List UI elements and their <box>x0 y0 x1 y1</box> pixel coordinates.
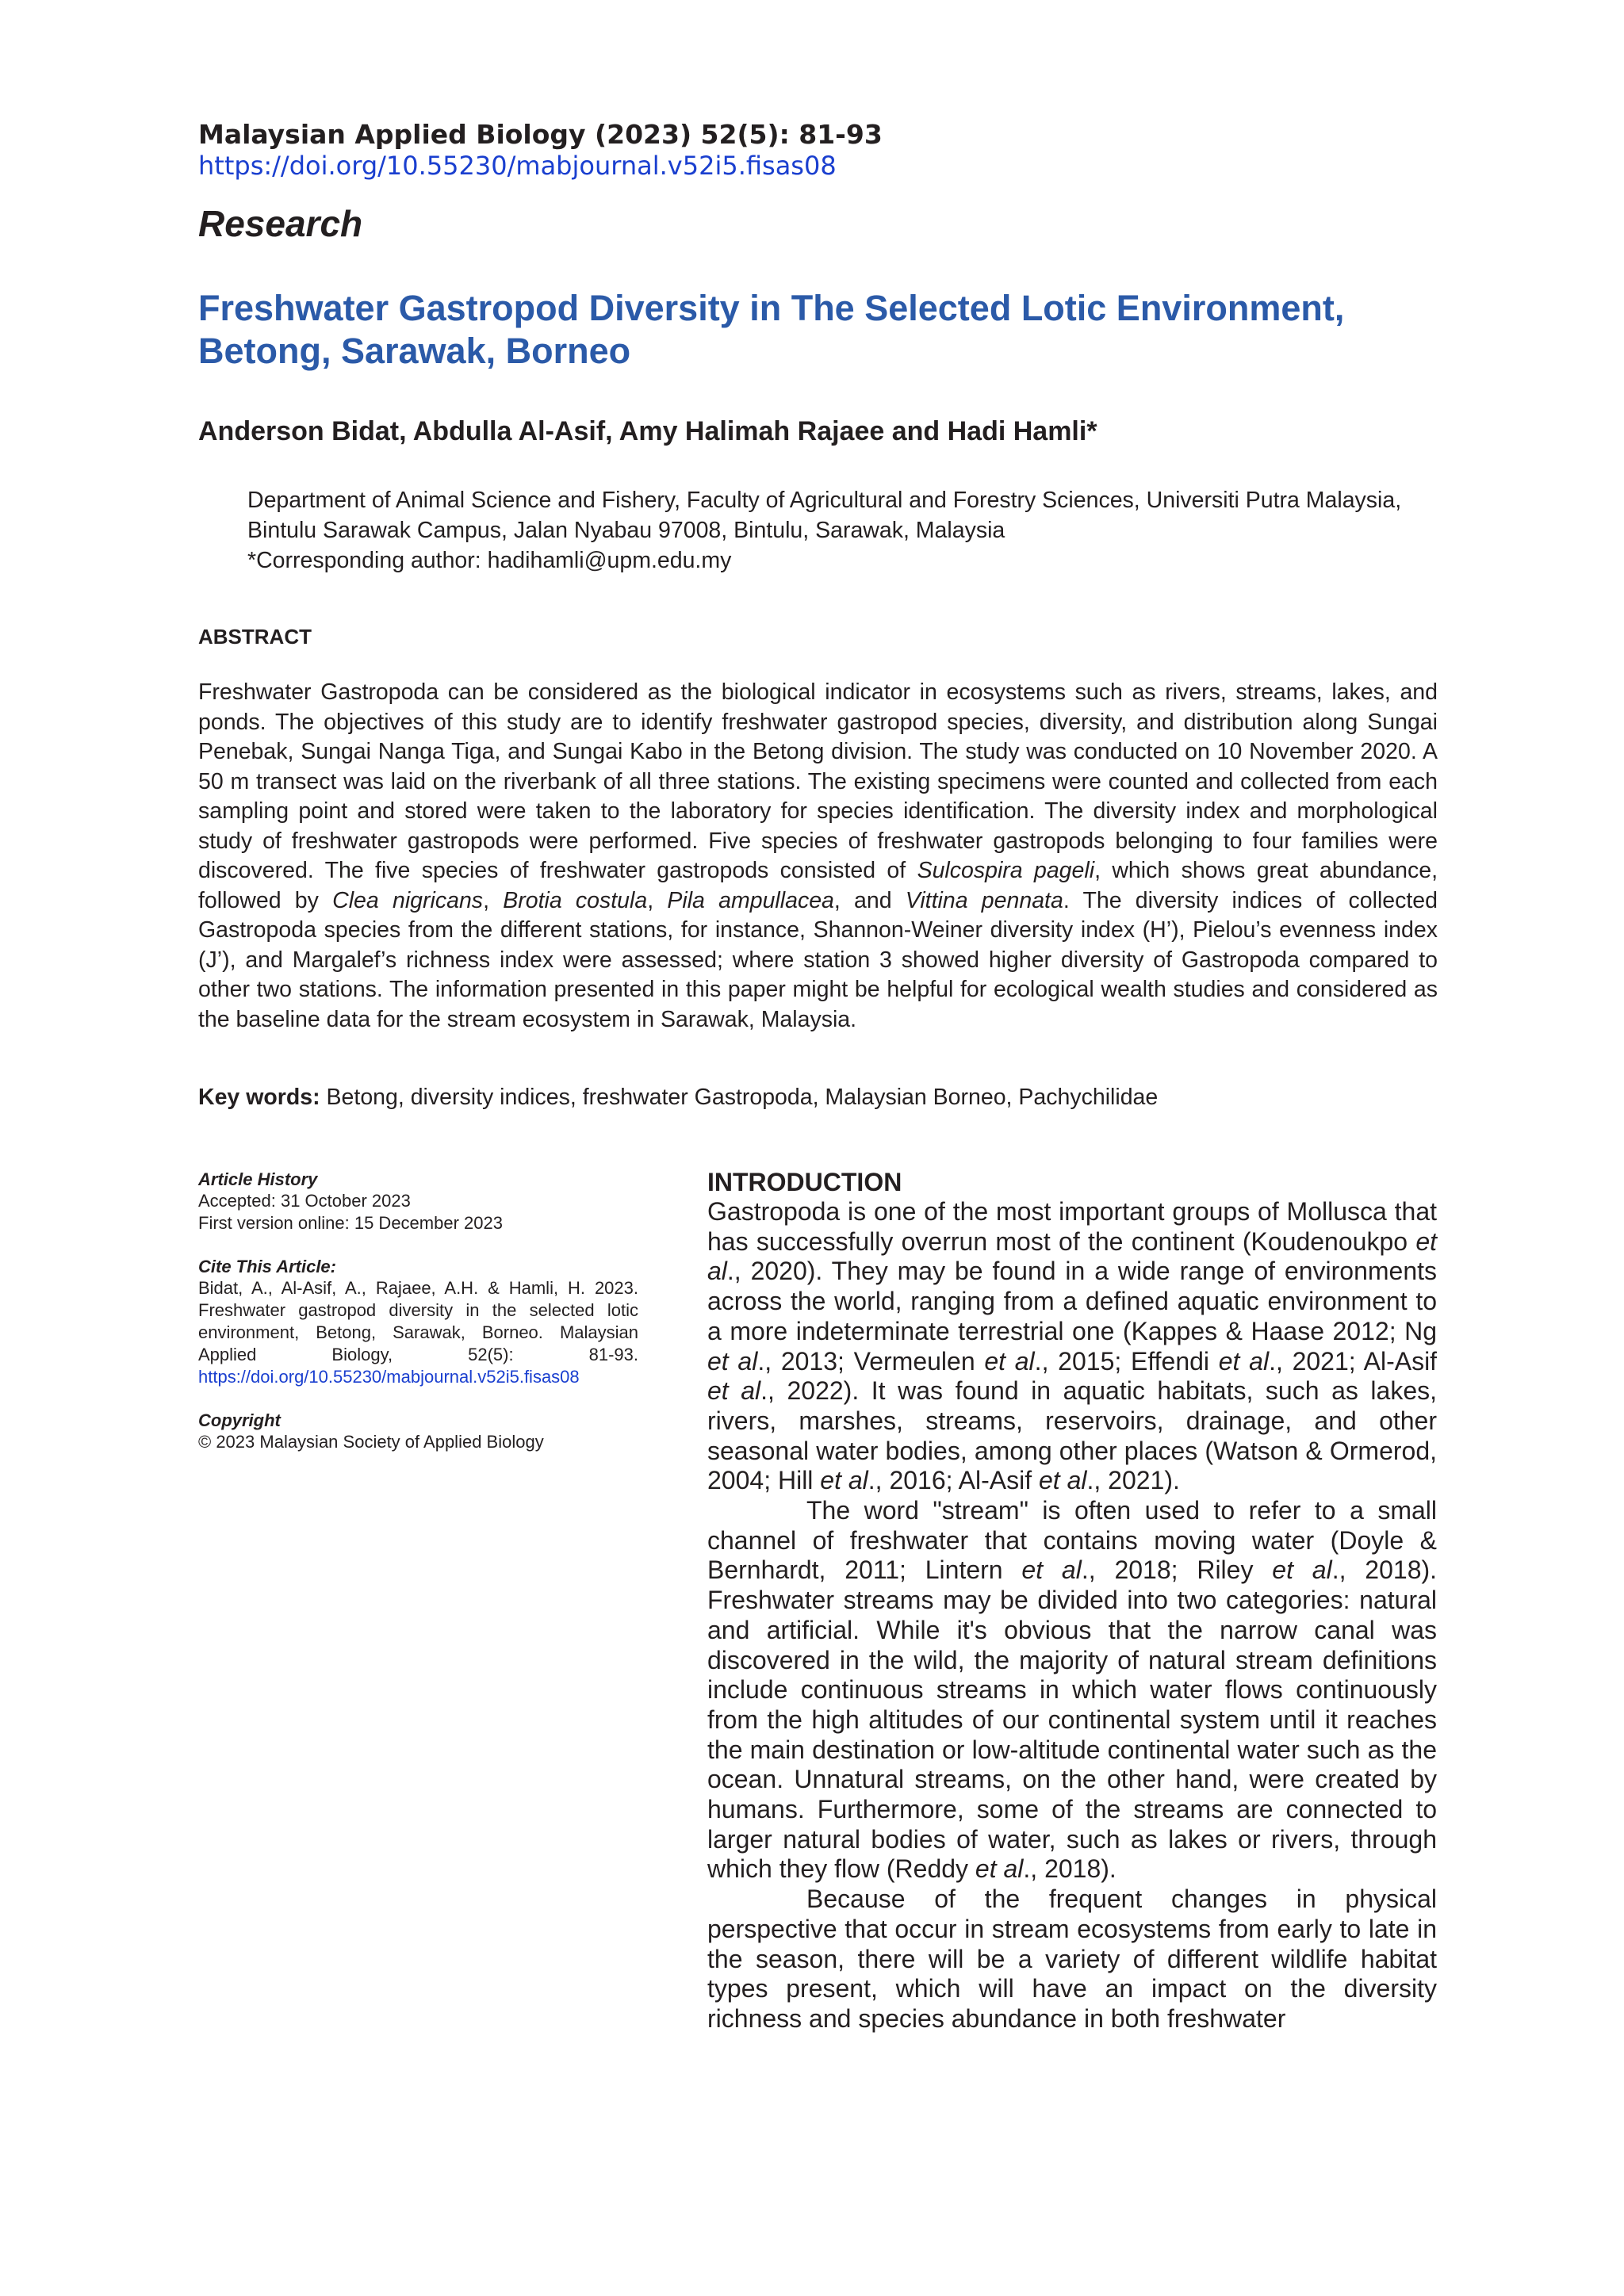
text-run: ., 2015; Effendi <box>1034 1346 1219 1376</box>
italic-et-al: et al <box>1218 1346 1270 1376</box>
abstract-text <box>198 678 1438 1035</box>
introduction-heading: INTRODUCTION <box>707 1168 902 1196</box>
article-history <box>198 1169 638 1234</box>
abstract-part: Freshwater Gastropoda can be considered as the biological indicator in ecosystems such as rivers, streams, lakes, and ponds. The objectives of this study are to identify freshwater gastropod species, diversity, and distribution along Sungai Penebak, Sungai Nanga Tiga, and Sungai Kabo in the Betong division. The study was conducted on 10 November 2020. A 50 m transect was laid on the riverbank of all three stations. The existing specimens were counted and collected from each sampling point and stored were taken to the laboratory for species identification. The diversity index and morphological study of freshwater gastropods were performed. Five species of freshwater gastropods belonging to four families were discovered. The five species of freshwater gastropods consisted of <box>198 679 1438 883</box>
online-date: First version online: 15 December 2023 <box>198 1213 503 1233</box>
abstract-part: , <box>483 887 504 913</box>
species-name: Brotia costula <box>503 887 648 913</box>
text-run: ., 2016; Al-Asif <box>868 1466 1039 1495</box>
article-info-sidebar <box>198 1169 638 1475</box>
species-name: Vittina pennata <box>905 887 1063 913</box>
text-run: The word "stream" is often used to refer to a small channel of freshwater that contains moving water (Doyle & Bernhardt, 2011; Lintern <box>707 1496 1437 1585</box>
copyright-text: © 2023 Malaysian Society of Applied Biology <box>198 1432 544 1452</box>
italic-et-al: et al <box>1021 1556 1082 1585</box>
italic-et-al: et al <box>707 1346 758 1376</box>
doi-link[interactable]: https://doi.org/10.55230/mabjournal.v52i5.fisas08 <box>198 151 837 181</box>
abstract-part: , and <box>833 887 906 913</box>
italic-et-al: et al <box>1272 1556 1332 1585</box>
text-run: ., 2021). <box>1086 1466 1180 1495</box>
text-run: ., 2018; Riley <box>1081 1556 1273 1585</box>
abstract-part: , <box>647 887 668 913</box>
citation-body: Bidat, A., Al-Asif, A., Rajaee, A.H. & Hamli, H. 2023. Freshwater gastropod diversity in the selected lotic environment, Betong, Sarawak, Borneo. Malaysian Applied Biology, 52(5): 81-93. <box>198 1278 638 1364</box>
citation-text <box>198 1277 638 1388</box>
text-run: ., 2022). It was found in aquatic habitats, such as lakes, rivers, marshes, streams, reservoirs, drainage, and other seasonal water bodies, among other places (Watson & Ormerod, 2004; Hill <box>707 1376 1438 1495</box>
text-run: ., 2018). <box>1023 1854 1116 1884</box>
intro-paragraph-2 <box>707 1496 1437 1885</box>
keywords-list: Betong, diversity indices, freshwater Gastropoda, Malaysian Borneo, Pachychilidae <box>320 1085 1159 1110</box>
journal-citation-header: Malaysian Applied Biology (2023) 52(5): 81-93 <box>198 119 883 150</box>
introduction-section <box>707 1167 1437 2034</box>
paper-title: Freshwater Gastropod Diversity in The Selected Lotic Environment, Betong, Sarawak, Borneo <box>198 288 1345 371</box>
text-run: ., 2013; Vermeulen <box>757 1346 985 1376</box>
abstract-part: . The diversity indices of collected Gastropoda species from the different stations, for instance, Shannon-Weiner diversity index (H’), Pielou’s evenness index (J’), and Margalef’s richness index were assessed; where station 3 showed higher diversity of Gastropoda compared to other two stations. The information presented in this paper might be helpful for ecological wealth studies and considered as the baseline data for the stream ecosystem in Sarawak, Malaysia. <box>198 887 1438 1032</box>
abstract-part: , which shows great abundance, followed by <box>198 858 1438 913</box>
italic-et-al: et al <box>984 1346 1035 1376</box>
affiliation-block <box>247 485 1437 576</box>
article-history-heading: Article History <box>198 1169 318 1189</box>
species-name: Pila ampullacea <box>667 887 834 913</box>
italic-et-al: et al <box>707 1226 1437 1286</box>
citation-doi-link[interactable]: https://doi.org/10.55230/mabjournal.v52i5.fisas08 <box>198 1367 580 1387</box>
species-name: Sulcospira pageli <box>917 858 1095 883</box>
italic-et-al: et al <box>820 1466 868 1495</box>
section-label: Research <box>198 203 363 244</box>
intro-paragraph-1 <box>707 1197 1437 1496</box>
accepted-date: Accepted: 31 October 2023 <box>198 1191 411 1211</box>
text-run: ., 2018). Freshwater streams may be divided into two categories: natural and artificial. While it's obvious that the narrow canal was discovered in the wild, the majority of natural stream definitions include continuous streams in which water flows continuously from the high altitudes of our continental system until it reaches the main destination or low-altitude continental water such as the ocean. Unnatural streams, on the other hand, were created by humans. Furthermore, some of the streams are connected to larger natural bodies of water, such as lakes or rivers, through which they flow (Reddy <box>707 1556 1438 1884</box>
italic-et-al: et al <box>1039 1466 1087 1495</box>
corresponding-author: *Corresponding author: hadihamli@upm.edu.my <box>247 548 732 573</box>
keywords-label: Key words: <box>198 1085 320 1110</box>
keywords <box>198 1085 1438 1111</box>
copyright-heading: Copyright <box>198 1410 281 1430</box>
abstract-heading: ABSTRACT <box>198 625 312 649</box>
text-run: ., 2021; Al-Asif <box>1269 1346 1438 1376</box>
text-run: Gastropoda is one of the most important groups of Mollusca that has successfully overrun most of the continent (Koudenoukpo <box>707 1197 1437 1256</box>
text-run: ., 2020). They may be found in a wide range of environments across the world, ranging from a defined aquatic environment to a more indeterminate terrestrial one (Kappes & Haase 2012; Ng <box>707 1257 1437 1345</box>
italic-et-al: et al <box>975 1854 1024 1884</box>
author-list: Anderson Bidat, Abdulla Al-Asif, Amy Halimah Rajaee and Hadi Hamli* <box>198 416 1097 446</box>
copyright <box>198 1410 638 1453</box>
cite-heading: Cite This Article: <box>198 1257 336 1276</box>
cite-this-article <box>198 1257 638 1388</box>
affiliation-department: Department of Animal Science and Fishery, Faculty of Agricultural and Forestry Sciences, Universiti Putra Malaysia, Bintulu Sarawak Campus, Jalan Nyabau 97008, Bintulu, Sarawak, Malaysia <box>247 488 1402 543</box>
italic-et-al: et al <box>707 1376 761 1406</box>
intro-paragraph-3: Because of the frequent changes in physical perspective that occur in stream ecosystems from early to late in the season, there will be a variety of different wildlife habitat types present, which will have an impact on the diversity richness and species abundance in both freshwater <box>707 1885 1437 2033</box>
species-name: Clea nigricans <box>332 887 484 913</box>
